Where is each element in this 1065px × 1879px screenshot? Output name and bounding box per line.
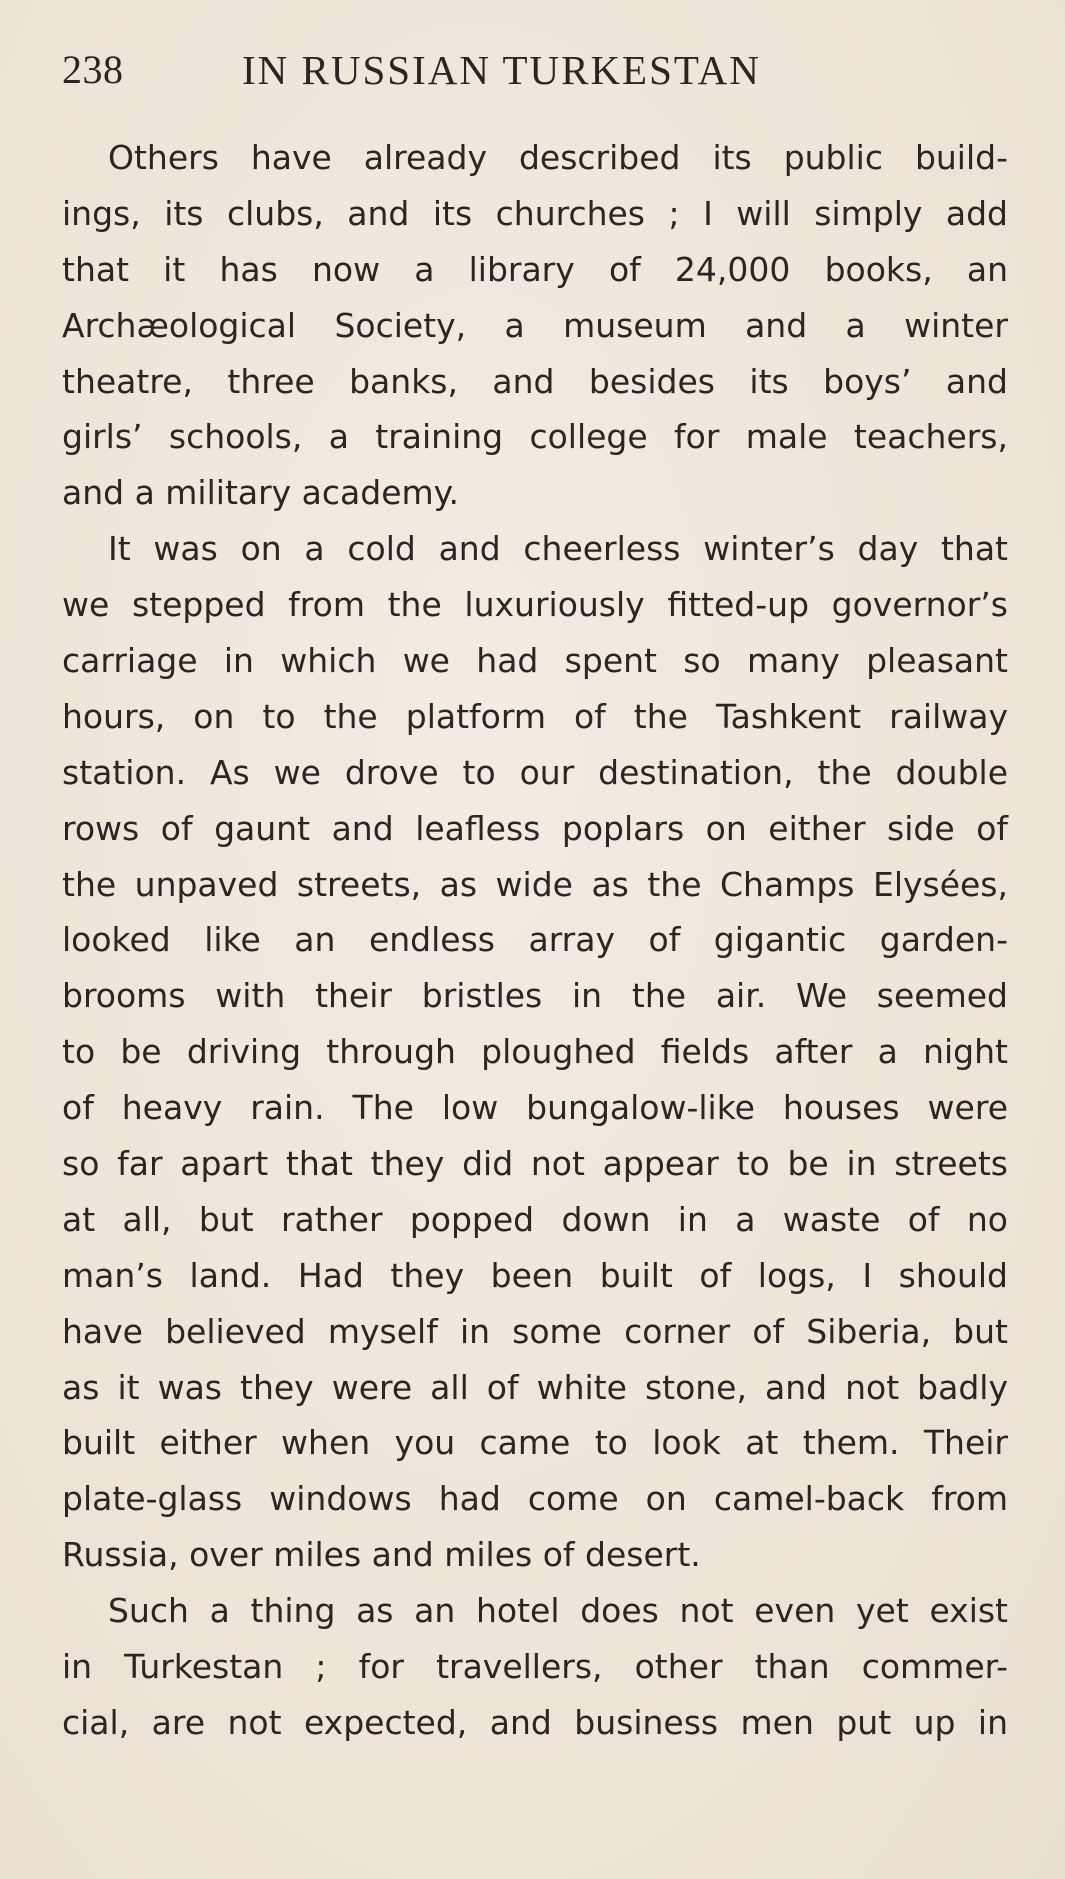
- text-line: have believed myself in some corner of Siberia, but: [62, 1311, 1008, 1351]
- text-line: Others have already described its public build-: [108, 138, 1008, 177]
- paragraph-1: [62, 130, 1008, 521]
- text-line: cial, are not expected, and business men put up in: [62, 1702, 1008, 1742]
- text-line: as it was they were all of white stone, and not badly: [62, 1367, 1008, 1407]
- text-line: that it has now a library of 24,000 books, an: [62, 249, 1008, 289]
- text-line: plate-glass windows had come on camel-back from: [62, 1479, 1008, 1519]
- page-number: 238: [62, 47, 124, 92]
- text-line: Russia, over miles and miles of desert.: [62, 1535, 701, 1575]
- body-text: [62, 130, 1008, 1751]
- text-line: Archæological Society, a museum and a winter: [62, 305, 1008, 345]
- text-line: girls’ schools, a training college for male teachers,: [62, 417, 1008, 457]
- text-line: of heavy rain. The low bungalow-like houses were: [62, 1088, 1008, 1128]
- text-line: It was on a cold and cheerless winter’s day that: [108, 529, 1008, 569]
- page-header: [62, 46, 1012, 106]
- text-line: we stepped from the luxuriously fitted-up governor’s: [62, 585, 1008, 625]
- text-line: in Turkestan ; for travellers, other than commer-: [62, 1647, 1008, 1687]
- text-line: Such a thing as an hotel does not even yet exist: [108, 1591, 1008, 1631]
- text-line: at all, but rather popped down in a waste of no: [62, 1199, 1008, 1239]
- text-line: station. As we drove to our destination, the double: [62, 752, 1008, 792]
- running-head: IN RUSSIAN TURKESTAN: [242, 47, 761, 93]
- text-line: so far apart that they did not appear to be in streets: [62, 1144, 1008, 1184]
- text-line: built either when you came to look at them. Their: [62, 1423, 1008, 1463]
- paragraph-2: [62, 521, 1008, 1583]
- text-line: theatre, three banks, and besides its boys’ and: [62, 361, 1008, 401]
- text-line: man’s land. Had they been built of logs, I should: [62, 1255, 1008, 1295]
- text-line: and a military academy.: [62, 473, 459, 513]
- text-line: ings, its clubs, and its churches ; I will simply add: [62, 193, 1008, 233]
- text-line: looked like an endless array of gigantic garden-: [62, 920, 1008, 960]
- text-line: rows of gaunt and leafless poplars on either side of: [62, 808, 1008, 848]
- text-line: the unpaved streets, as wide as the Champs Elysées,: [62, 864, 1008, 904]
- text-line: brooms with their bristles in the air. We seemed: [62, 976, 1008, 1016]
- text-line: carriage in which we had spent so many pleasant: [62, 641, 1008, 681]
- text-line: hours, on to the platform of the Tashkent railway: [62, 696, 1008, 736]
- paragraph-3: [62, 1583, 1008, 1751]
- text-line: to be driving through ploughed fields after a night: [62, 1032, 1008, 1072]
